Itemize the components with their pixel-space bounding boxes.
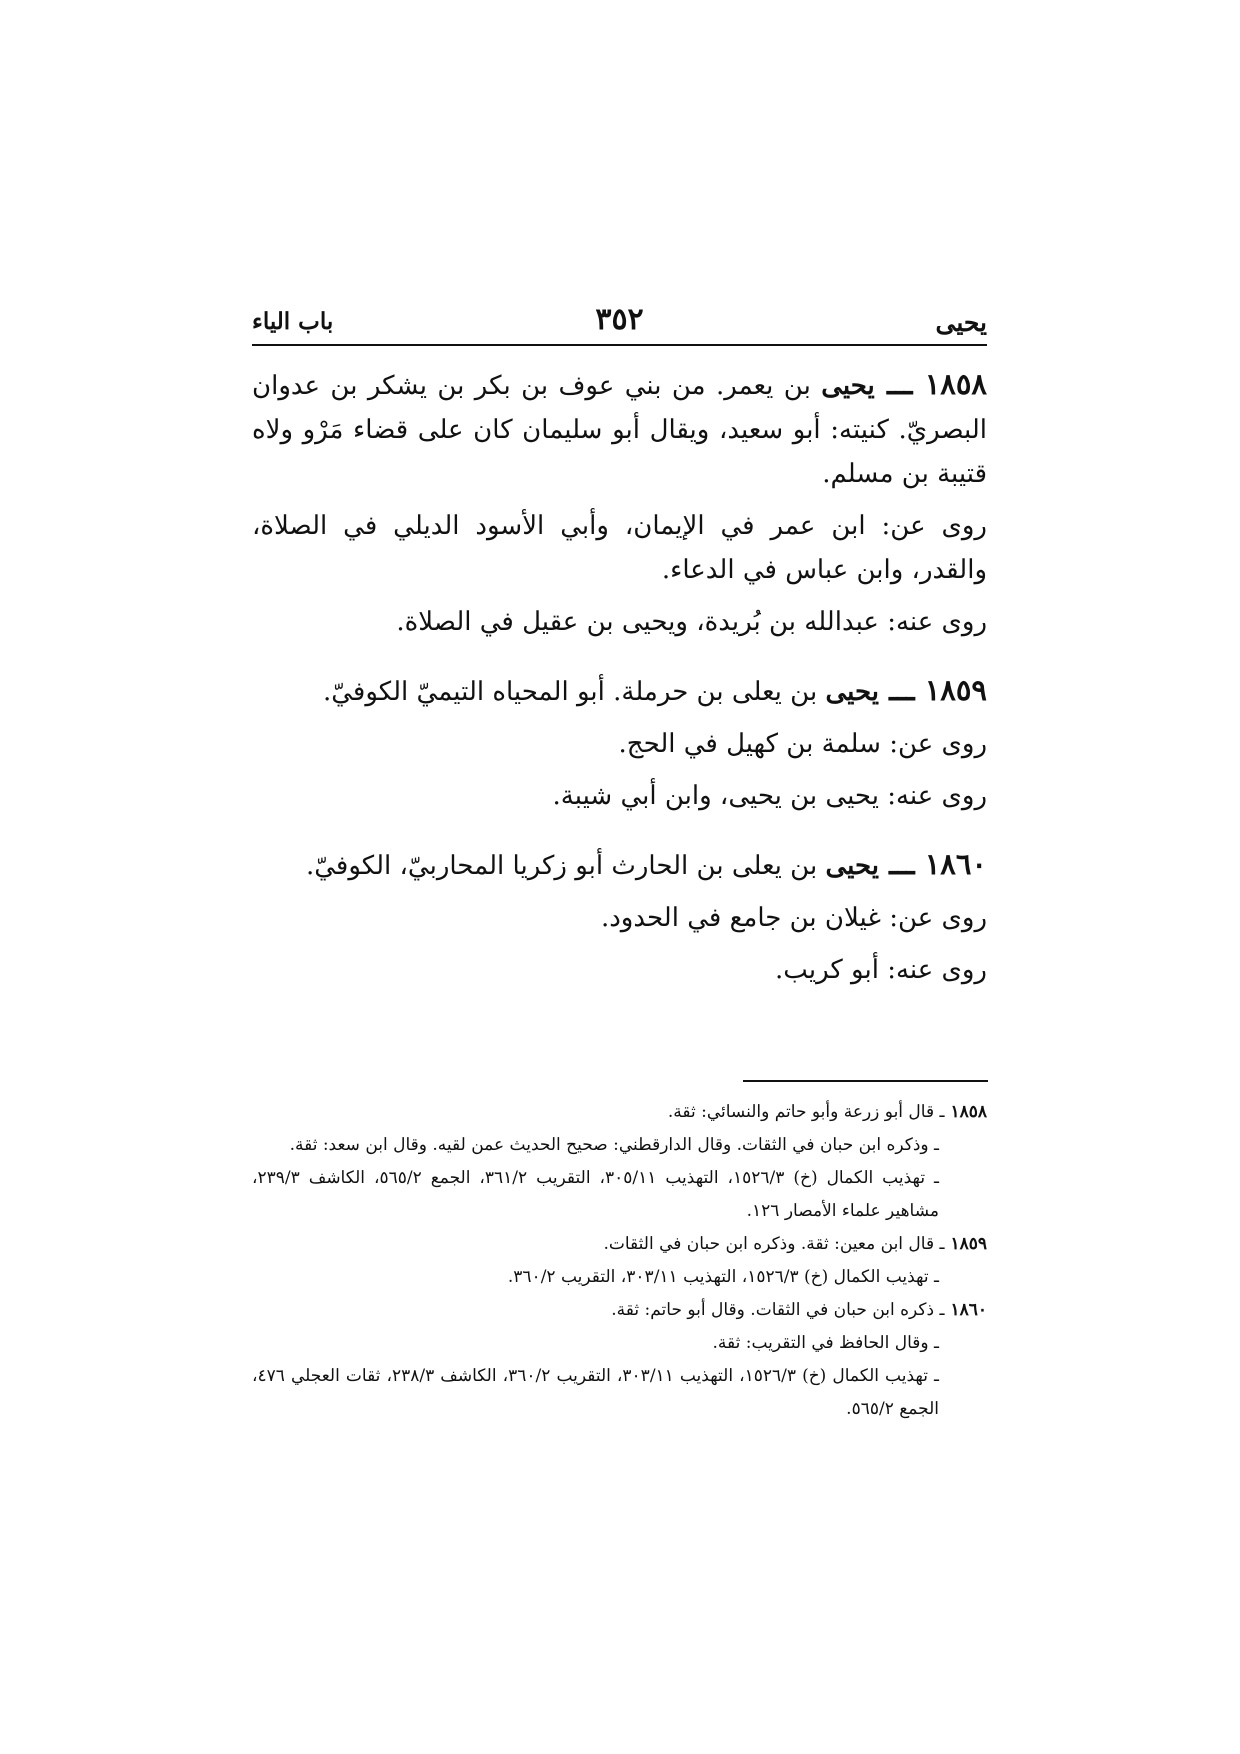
footnote [252, 1360, 987, 1426]
entry-description: بن يعلى بن الحارث أبو زكريا المحاربيّ، الكوفيّ. [305, 851, 826, 881]
entry-dash: ـــ [874, 367, 925, 401]
footnote-text: ـ تهذيب الكمال (خ) ١٥٢٦/٣، التهذيب ٣٠٣/١١، التقريب ٣٦٠/٢. [507, 1267, 939, 1287]
entry-number: ١٨٥٨ [924, 367, 987, 401]
footnote-number: ١٨٦٠ [950, 1300, 987, 1320]
running-header [252, 300, 987, 346]
biography-entry [252, 668, 987, 818]
footnote-text: ـ ذكره ابن حبان في الثقات. وقال أبو حاتم: ثقة. [611, 1300, 945, 1320]
narrated-by: روى عنه: يحيى بن يحيى، وابن أبي شيبة. [552, 781, 987, 811]
footnote-text: ـ وقال الحافظ في التقريب: ثقة. [712, 1333, 939, 1353]
footnotes [252, 1096, 987, 1426]
entry-name: يحيى [825, 677, 879, 707]
narrated-from: روى عن: غيلان بن جامع في الحدود. [600, 903, 987, 933]
footnote [252, 1228, 987, 1261]
footnote-number: ١٨٥٨ [950, 1102, 987, 1122]
narrated-from: روى عن: ابن عمر في الإيمان، وأبي الأسود الديلي في الصلاة، والقدر، وابن عباس في الدعاء. [252, 511, 987, 585]
footnote-text: ـ تهذيب الكمال (خ) ١٥٢٦/٣، التهذيب ٣٠٥/١١، التقريب ٣٦١/٢، الجمع ٥٦٥/٢، الكاشف ٢٣٩/٣، مشاهير علماء الأمصار ١٢٦. [252, 1168, 940, 1221]
footnote-text: ـ قال أبو زرعة وأبو حاتم والنسائي: ثقة. [667, 1102, 945, 1122]
entry-name: يحيى [821, 371, 875, 401]
footnote [252, 1129, 987, 1162]
entry-name: يحيى [825, 851, 879, 881]
biography-entry [252, 842, 987, 992]
entry-dash: ـــ [879, 847, 925, 881]
entry-heading [252, 362, 987, 496]
footnote-divider [743, 1080, 988, 1082]
page-number: ٣٥٢ [595, 302, 644, 337]
footnote-number: ١٨٥٩ [950, 1234, 987, 1254]
biography-entry [252, 362, 987, 644]
footnote [252, 1261, 987, 1294]
entry-heading [252, 668, 987, 714]
entry-number: ١٨٦٠ [924, 847, 987, 881]
narrated-by: روى عنه: عبدالله بن بُريدة، ويحيى بن عقيل في الصلاة. [396, 607, 987, 637]
footnote-text: ـ قال ابن معين: ثقة. وذكره ابن حبان في الثقات. [603, 1234, 945, 1254]
header-entry-word: يحيى [935, 308, 987, 337]
main-text [252, 362, 987, 1016]
footnote-text: ـ تهذيب الكمال (خ) ١٥٢٦/٣، التهذيب ٣٠٣/١١، التقريب ٣٦٠/٢، الكاشف ٢٣٨/٣، ثقات العجلي ٤٧٦، الجمع ٥٦٥/٢. [252, 1366, 940, 1419]
narrated-from: روى عن: سلمة بن كهيل في الحج. [618, 729, 987, 759]
header-chapter-title: باب الياء [252, 308, 334, 335]
entry-description: بن يعلى بن حرملة. أبو المحياه التيميّ الكوفيّ. [322, 677, 826, 707]
footnote [252, 1294, 987, 1327]
entry-heading [252, 842, 987, 888]
narrated-by: روى عنه: أبو كريب. [775, 955, 987, 985]
entry-dash: ـــ [879, 673, 925, 707]
entry-number: ١٨٥٩ [924, 673, 987, 707]
footnote [252, 1327, 987, 1360]
entry-description: بن يعمر. من بني عوف بن بكر بن يشكر بن عدوان البصريّ. كنيته: أبو سعيد، ويقال أبو سليمان كان على قضاء مَرْو ولاه قتيبة بن مسلم. [252, 371, 987, 489]
footnote [252, 1096, 987, 1129]
footnote-text: ـ وذكره ابن حبان في الثقات. وقال الدارقطني: صحيح الحديث عمن لقيه. وقال ابن سعد: ثقة. [289, 1135, 939, 1155]
footnote [252, 1162, 987, 1228]
